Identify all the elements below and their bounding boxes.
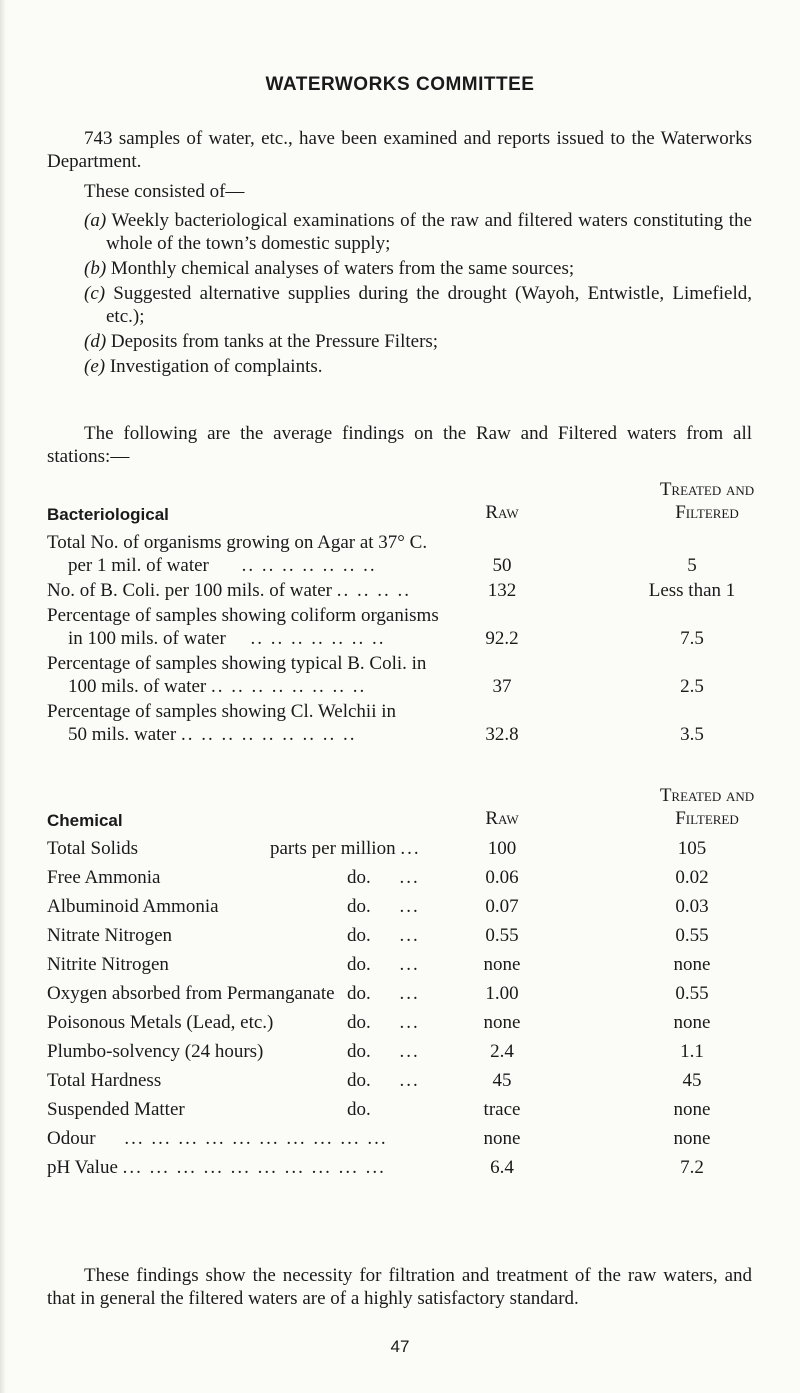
row-unit: do. <box>347 954 371 975</box>
raw-value: 0.07 <box>485 896 519 917</box>
treated-value: 7.2 <box>680 1157 704 1178</box>
list-item-text: Deposits from tanks at the Pressure Filters; <box>110 331 439 352</box>
row-label: Free Ammonia <box>47 867 161 888</box>
treated-value: 105 <box>677 838 707 859</box>
row-unit: parts per million <box>270 838 396 859</box>
treated-value: 1.1 <box>680 1041 704 1062</box>
row-unit: do. <box>347 1012 371 1033</box>
list-marker: (a) <box>84 210 107 231</box>
list-item-text: Suggested alternative supplies during the drought (Wayoh, Entwistle, Limefield, etc.); <box>106 283 752 327</box>
treated-value: 0.03 <box>675 896 709 917</box>
row-label: Total Hardness <box>47 1070 162 1091</box>
raw-value: none <box>483 954 521 975</box>
row-label: Odour <box>47 1128 96 1149</box>
treated-header-line2: Filtered <box>675 502 739 523</box>
raw-value: 50 <box>492 555 512 576</box>
row-unit: do. <box>347 867 371 888</box>
row-unit: do. <box>347 983 371 1004</box>
row-label-line2: per 1 mil. of water <box>68 555 209 576</box>
page-title: WATERWORKS COMMITTEE <box>265 74 535 95</box>
treated-value: 0.02 <box>675 867 709 888</box>
raw-value: 132 <box>487 580 517 601</box>
raw-value: 0.55 <box>485 925 519 946</box>
raw-value: 6.4 <box>490 1157 514 1178</box>
table-row: Percentage of samples showing coliform organisms in 100 mils. of water .. .. .. .. .. .. .. 92.2 7.5 <box>47 604 752 650</box>
table-row <box>47 1098 752 1121</box>
row-label-line1: Percentage of samples showing Cl. Welchii in <box>47 701 397 722</box>
following-paragraph: The following are the average findings on the Raw and Filtered waters from all stations:— <box>47 423 752 467</box>
list-marker: (e) <box>84 356 106 377</box>
sample-type-list <box>84 209 752 380</box>
table-row: Percentage of samples showing Cl. Welchii in 50 mils. water .. .. .. .. .. .. .. .. .. 32.8 3.5 <box>47 700 752 746</box>
row-label-line1: Percentage of samples showing typical B. Coli. in <box>47 653 427 674</box>
chemical-title: Chemical <box>47 811 123 830</box>
table-row: Free Ammonia do. ... 0.06 0.02 <box>47 866 752 889</box>
row-label: Albuminoid Ammonia <box>47 896 219 917</box>
treated-value: none <box>673 1099 711 1120</box>
raw-value: 100 <box>487 838 517 859</box>
row-label: Suspended Matter <box>47 1099 185 1120</box>
table-row: Total Hardness do. ... 45 45 <box>47 1069 752 1092</box>
list-item <box>84 282 752 328</box>
row-label: Poisonous Metals (Lead, etc.) <box>47 1012 274 1033</box>
raw-header: Raw <box>485 502 519 523</box>
table-row: Percentage of samples showing typical B. Coli. in 100 mils. of water .. .. .. .. .. .. .. .. 37 2.5 <box>47 652 752 698</box>
list-item <box>84 330 752 353</box>
chemical-table <box>47 785 755 1255</box>
row-label: pH Value <box>47 1157 118 1178</box>
table-row: pH Value ... ... ... ... ... ... ... ... ... ... 6.4 7.2 <box>47 1156 752 1179</box>
treated-value: 0.55 <box>675 983 709 1004</box>
row-label: Total Solids <box>47 838 139 859</box>
consisted-paragraph: These consisted of— <box>84 181 245 202</box>
raw-value: 0.06 <box>485 867 519 888</box>
raw-value: 45 <box>492 1070 512 1091</box>
raw-value: trace <box>483 1099 521 1120</box>
list-marker: (c) <box>84 283 106 304</box>
list-item <box>84 209 752 255</box>
list-item <box>84 355 752 378</box>
list-item-text: Weekly bacteriological examinations of the raw and filtered waters constituting the whole of the town’s domestic supply; <box>106 210 752 254</box>
row-label: Oxygen absorbed from Permanganate <box>47 983 335 1004</box>
treated-value: 7.5 <box>680 628 704 649</box>
list-marker: (d) <box>84 331 107 352</box>
treated-header-line1: Treated and <box>659 479 755 500</box>
row-label: Nitrite Nitrogen <box>47 954 169 975</box>
row-label-line2: 100 mils. of water <box>68 676 207 697</box>
raw-value: none <box>483 1012 521 1033</box>
row-label-line2: 50 mils. water <box>68 724 177 745</box>
raw-value: 92.2 <box>485 628 519 649</box>
bacteriological-title: Bacteriological <box>47 505 169 524</box>
table-row: Poisonous Metals (Lead, etc.) do. ... none none <box>47 1011 752 1034</box>
treated-value: 45 <box>682 1070 702 1091</box>
row-label-line1: Total No. of organisms growing on Agar at 37° C. <box>47 532 428 553</box>
row-unit: do. <box>347 1041 371 1062</box>
table-row: Plumbo-solvency (24 hours) do. ... 2.4 1.1 <box>47 1040 752 1063</box>
page-edge-shadow <box>0 0 6 1393</box>
table-row: Nitrate Nitrogen do. ... 0.55 0.55 <box>47 924 752 947</box>
table-row: Nitrite Nitrogen do. ... none none <box>47 953 752 976</box>
row-unit: do. <box>347 1070 371 1091</box>
page-number: 47 <box>390 1337 410 1356</box>
conclusion-paragraph: These findings show the necessity for filtration and treatment of the raw waters, and that in general the filtered waters are of a highly satisfactory standard. <box>47 1265 752 1309</box>
treated-value: none <box>673 954 711 975</box>
row-label-line1: No. of B. Coli. per 100 mils. of water <box>47 580 332 601</box>
treated-value: 5 <box>687 555 697 576</box>
raw-value: 37 <box>492 676 512 697</box>
list-marker: (b) <box>84 258 107 279</box>
row-label-line2: in 100 mils. of water <box>68 628 226 649</box>
row-label: Nitrate Nitrogen <box>47 925 173 946</box>
intro-paragraph: 743 samples of water, etc., have been examined and reports issued to the Waterworks Department. <box>47 128 752 172</box>
treated-value: 0.55 <box>675 925 709 946</box>
row-unit: do. <box>347 896 371 917</box>
list-item <box>84 257 752 280</box>
raw-header: Raw <box>485 808 519 829</box>
treated-value: none <box>673 1012 711 1033</box>
list-item-text: Monthly chemical analyses of waters from the same sources; <box>110 258 575 279</box>
row-label-line1: Percentage of samples showing coliform organisms <box>47 605 439 626</box>
raw-value: none <box>483 1128 521 1149</box>
row-unit: do. <box>347 925 371 946</box>
table-row: Odour ... ... ... ... ... ... ... ... ... ... none none <box>47 1127 752 1150</box>
treated-value: 2.5 <box>680 676 704 697</box>
table-row: No. of B. Coli. per 100 mils. of water .. .. .. .. 132 Less than 1 <box>47 579 752 602</box>
table-row: Oxygen absorbed from Permanganate do. ... 1.00 0.55 <box>47 982 752 1005</box>
treated-value: 3.5 <box>680 724 704 745</box>
raw-value: 32.8 <box>485 724 519 745</box>
row-label: Plumbo-solvency (24 hours) <box>47 1041 264 1062</box>
row-unit: do. <box>347 1099 371 1120</box>
treated-value: Less than 1 <box>648 580 736 601</box>
table-row: Albuminoid Ammonia do. ... 0.07 0.03 <box>47 895 752 918</box>
raw-value: 2.4 <box>490 1041 514 1062</box>
treated-header-line1: Treated and <box>659 785 755 806</box>
treated-value: none <box>673 1128 711 1149</box>
list-item-text: Investigation of complaints. <box>109 356 323 377</box>
treated-header-line2: Filtered <box>675 808 739 829</box>
raw-value: 1.00 <box>485 983 519 1004</box>
table-row: Total No. of organisms growing on Agar at 37° C. per 1 mil. of water .. .. .. .. .. .. .. 50 5 <box>47 531 752 577</box>
table-row: Total Solids parts per million ... 100 105 <box>47 837 752 860</box>
bacteriological-table <box>47 479 755 809</box>
